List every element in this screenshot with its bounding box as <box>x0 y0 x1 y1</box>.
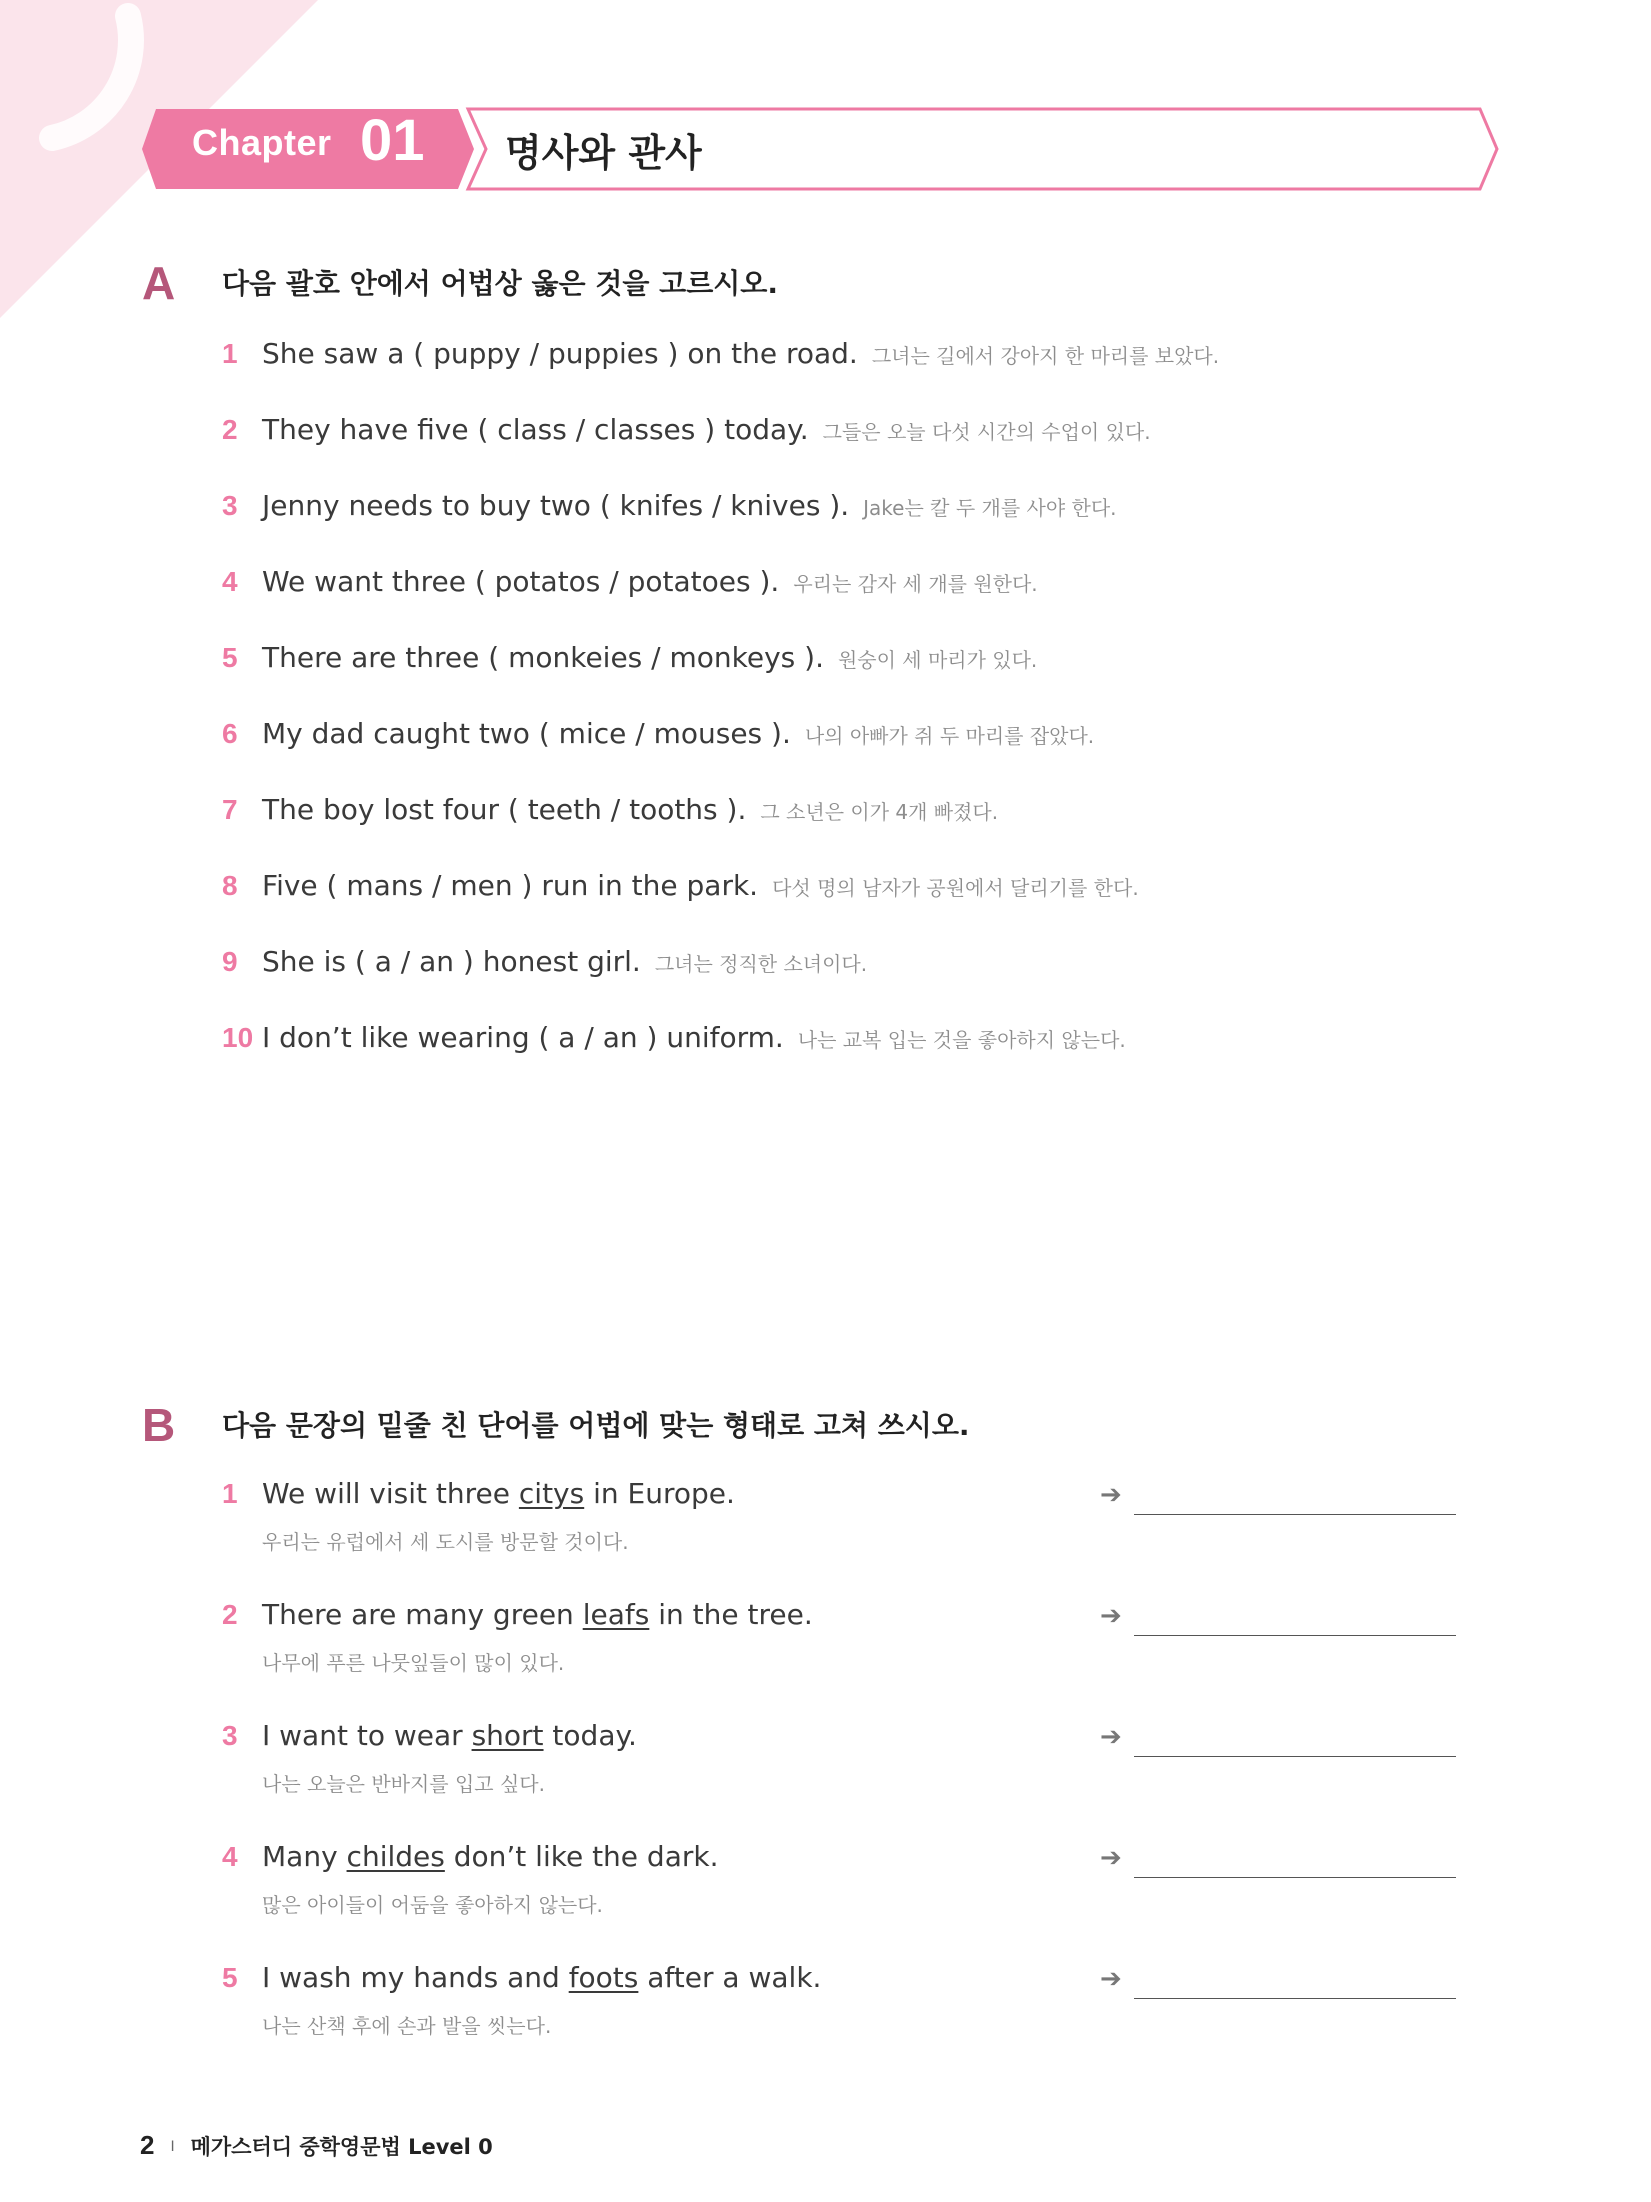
underlined-word: short <box>471 1719 544 1752</box>
question-translation: 그녀는 길에서 강아지 한 마리를 보았다. <box>871 344 1220 368</box>
question-number: 3 <box>222 1720 238 1751</box>
sentence-after: today. <box>543 1719 637 1752</box>
arrow-right-icon: ➔ <box>1100 1964 1122 1994</box>
section-a-instruction: 다음 괄호 안에서 어법상 옳은 것을 고르시오. <box>222 267 778 300</box>
question-sentence[interactable]: She is ( a / an ) honest girl. <box>262 945 641 978</box>
question-number: 7 <box>222 794 238 825</box>
page-number: 2 <box>140 2130 155 2160</box>
question-translation: 나는 교복 입는 것을 좋아하지 않는다. <box>797 1028 1126 1052</box>
section-a-question <box>222 565 1038 598</box>
section-b-question <box>222 1477 735 1555</box>
section-a-question <box>222 793 999 826</box>
sentence-before: I want to wear <box>262 1719 472 1752</box>
question-number: 2 <box>222 414 238 445</box>
question-number: 1 <box>222 1478 238 1509</box>
sentence-before: Many <box>262 1840 347 1873</box>
section-b-question <box>222 1719 637 1797</box>
section-a-question <box>222 413 1151 446</box>
footer-separator: I <box>170 2139 175 2155</box>
section-a-question <box>222 489 1117 522</box>
section-a-question <box>222 1021 1126 1054</box>
sentence-after: after a walk. <box>638 1961 822 1994</box>
chapter-number: 01 <box>360 108 425 173</box>
question-translation: 그녀는 정직한 소녀이다. <box>654 952 868 976</box>
question-number: 4 <box>222 566 238 597</box>
section-a-question <box>222 641 1038 674</box>
chapter-label: Chapter <box>192 122 332 163</box>
question-sentence[interactable]: The boy lost four ( teeth / tooths ). <box>262 793 747 826</box>
question-number: 5 <box>222 642 238 673</box>
question-number: 9 <box>222 946 238 977</box>
underlined-word: leafs <box>582 1598 650 1631</box>
question-translation: 나는 오늘은 반바지를 입고 싶다. <box>262 1772 545 1796</box>
question-number: 6 <box>222 718 238 749</box>
answer-input-line[interactable] <box>1134 1514 1456 1515</box>
answer-input-line[interactable] <box>1134 1998 1456 1999</box>
question-translation: 우리는 감자 세 개를 원한다. <box>793 572 1038 596</box>
question-number: 4 <box>222 1841 238 1872</box>
book-title: 메가스터디 중학영문법 Level 0 <box>190 2135 493 2159</box>
question-translation: 다섯 명의 남자가 공원에서 달리기를 한다. <box>772 876 1139 900</box>
question-sentence[interactable]: There are three ( monkeies / monkeys ). <box>262 641 824 674</box>
question-sentence[interactable]: My dad caught two ( mice / mouses ). <box>262 717 791 750</box>
question-sentence[interactable]: Jenny needs to buy two ( knifes / knives ). <box>262 489 850 522</box>
section-a-question <box>222 945 868 978</box>
question-translation: 우리는 유럽에서 세 도시를 방문할 것이다. <box>262 1530 629 1554</box>
question-sentence[interactable]: She saw a ( puppy / puppies ) on the road. <box>262 337 858 370</box>
question-translation: 나무에 푸른 나뭇잎들이 많이 있다. <box>262 1651 565 1675</box>
question-sentence[interactable]: Five ( mans / men ) run in the park. <box>262 869 759 902</box>
chapter-title: 명사와 관사 <box>505 131 702 175</box>
page-footer <box>140 2130 493 2161</box>
question-sentence[interactable]: They have five ( class / classes ) today. <box>262 413 809 446</box>
sentence-before: There are many green <box>262 1598 583 1631</box>
section-a-question <box>222 717 1095 750</box>
question-number: 1 <box>222 338 238 369</box>
question-number: 2 <box>222 1599 238 1630</box>
sentence-after: don’t like the dark. <box>444 1840 719 1873</box>
arrow-right-icon: ➔ <box>1100 1480 1122 1510</box>
section-b-question <box>222 1598 813 1676</box>
sentence-after: in the tree. <box>649 1598 813 1631</box>
question-number: 10 <box>222 1022 254 1053</box>
sentence-before: I wash my hands and <box>262 1961 569 1994</box>
section-a-question <box>222 869 1139 902</box>
answer-input-line[interactable] <box>1134 1635 1456 1636</box>
question-translation: 그 소년은 이가 4개 빠졌다. <box>760 800 999 824</box>
section-b-letter: B <box>142 1399 176 1451</box>
question-sentence[interactable]: I don’t like wearing ( a / an ) uniform. <box>262 1021 784 1054</box>
question-number: 5 <box>222 1962 238 1993</box>
chapter-banner <box>140 106 1500 192</box>
underlined-word: citys <box>518 1477 585 1510</box>
arrow-right-icon: ➔ <box>1100 1722 1122 1752</box>
question-translation: Jake는 칼 두 개를 사야 한다. <box>863 496 1117 520</box>
question-number: 8 <box>222 870 238 901</box>
underlined-word: foots <box>568 1961 639 1994</box>
sentence-after: in Europe. <box>584 1477 735 1510</box>
question-number: 3 <box>222 490 238 521</box>
question-sentence[interactable]: We want three ( potatos / potatoes ). <box>262 565 780 598</box>
arrow-right-icon: ➔ <box>1100 1601 1122 1631</box>
question-translation: 나는 산책 후에 손과 발을 씻는다. <box>262 2014 552 2038</box>
question-translation: 나의 아빠가 쥐 두 마리를 잡았다. <box>804 724 1095 748</box>
section-a-letter: A <box>142 257 176 309</box>
sentence-before: We will visit three <box>262 1477 519 1510</box>
section-a-question <box>222 337 1220 370</box>
answer-input-line[interactable] <box>1134 1877 1456 1878</box>
question-translation: 원숭이 세 마리가 있다. <box>837 648 1038 672</box>
section-b-question <box>222 1961 822 2039</box>
section-b-instruction: 다음 문장의 밑줄 친 단어를 어법에 맞는 형태로 고쳐 쓰시오. <box>222 1409 970 1442</box>
question-translation: 그들은 오늘 다섯 시간의 수업이 있다. <box>822 420 1151 444</box>
underlined-word: childes <box>346 1840 445 1873</box>
question-translation: 많은 아이들이 어둠을 좋아하지 않는다. <box>262 1893 603 1917</box>
answer-input-line[interactable] <box>1134 1756 1456 1757</box>
section-b-question <box>222 1840 719 1918</box>
arrow-right-icon: ➔ <box>1100 1843 1122 1873</box>
